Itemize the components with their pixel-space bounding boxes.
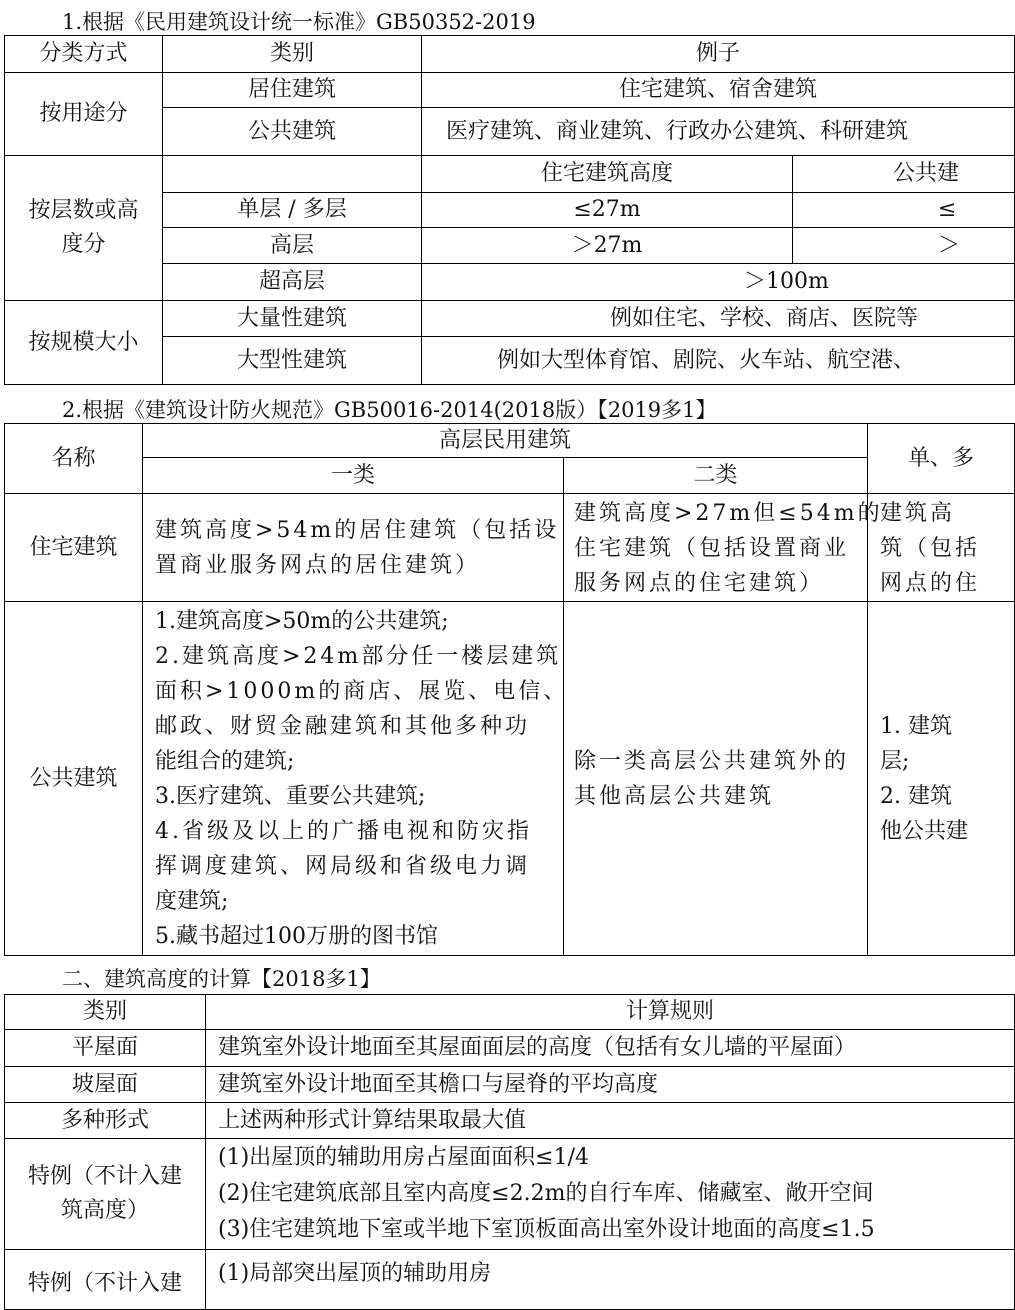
usage-example-public: 医疗建筑、商业建筑、行政办公建筑、科研建筑 xyxy=(422,108,1015,156)
usage-category-residential: 居住建筑 xyxy=(163,73,422,108)
usage-category-public: 公共建筑 xyxy=(163,108,422,156)
public-low-rise-line: 1. 建筑 xyxy=(880,713,952,739)
flat-roof-label: 平屋面 xyxy=(5,1030,206,1067)
scale-category-large: 大型性建筑 xyxy=(163,337,422,385)
header-example: 例子 xyxy=(422,36,1015,73)
height-category-low: 单层 / 多层 xyxy=(163,193,422,228)
public-class-1-line: 面积>1000m的商店、展览、电信、 xyxy=(155,679,569,704)
multiple-forms-rule: 上述两种形式计算结果取最大值 xyxy=(206,1103,1015,1139)
exception-label-line: 特例（不计入建 xyxy=(27,1164,182,1189)
section1-caption: 1.根据《民用建筑设计统一标准》GB50352-2019 xyxy=(62,10,536,34)
section2-caption: 2.根据《建筑设计防火规范》GB50016-2014(2018版）【2019多1】 xyxy=(62,398,717,422)
height-label-line: 度分 xyxy=(61,232,106,257)
public-class-1-line: 1.建筑高度>50m的公共建筑; xyxy=(155,609,449,634)
height-public-high: ＞ xyxy=(793,228,1015,264)
exception-label-line: 筑高度） xyxy=(60,1198,149,1223)
height-blank-cell xyxy=(163,156,422,193)
residential-low-rise xyxy=(868,494,1015,602)
exception-label xyxy=(5,1139,206,1250)
scale-label: 按规模大小 xyxy=(5,301,163,385)
height-col-residential: 住宅建筑高度 xyxy=(422,156,793,193)
fire-code-classification-table xyxy=(4,423,1015,956)
height-residential-low: ≤27m xyxy=(422,193,793,228)
exception-rule: (1)出屋顶的辅助用房占屋面面积≤1/4 xyxy=(218,1145,590,1170)
residential-class-2-line: 服务网点的住宅建筑） xyxy=(574,571,825,596)
header-class-2: 二类 xyxy=(564,458,868,494)
public-low-rise-line: 2. 建筑 xyxy=(880,783,952,809)
residential-label: 住宅建筑 xyxy=(5,494,143,602)
public-class-1-line: 2.建筑高度>24m部分任一楼层建筑 xyxy=(155,644,562,669)
public-class-2-line: 除一类高层公共建筑外的 xyxy=(574,748,850,774)
flat-roof-rule: 建筑室外设计地面至其屋面面层的高度（包括有女儿墙的平屋面） xyxy=(206,1030,1015,1067)
height-residential-high: ＞27m xyxy=(422,228,793,264)
exception-2-label: 特例（不计入建 xyxy=(5,1250,206,1310)
header-classification-method: 分类方式 xyxy=(5,36,163,73)
usage-label: 按用途分 xyxy=(5,73,163,156)
civil-building-classification-table xyxy=(4,35,1015,385)
header-high-rise: 高层民用建筑 xyxy=(143,424,868,458)
scale-example-large: 例如大型体育馆、剧院、火车站、航空港、 xyxy=(422,337,1015,385)
residential-class-2-line: 建筑高度>27m但≤54m的 xyxy=(574,501,883,526)
residential-class-1-line: 建筑高度>54m的居住建筑（包括设 xyxy=(155,517,560,543)
public-low-rise-line: 他公共建 xyxy=(880,818,969,844)
header-class-1: 一类 xyxy=(143,458,564,494)
header-name: 名称 xyxy=(5,424,143,494)
exception-2-rule: (1)局部突出屋顶的辅助用房 xyxy=(206,1250,1015,1310)
residential-class-2-line: 住宅建筑（包括设置商业 xyxy=(574,536,850,561)
scale-example-mass: 例如住宅、学校、商店、医院等 xyxy=(422,301,1015,337)
public-class-1-line: 3.医疗建筑、重要公共建筑; xyxy=(155,784,426,809)
public-class-1-line: 5.藏书超过100万册的图书馆 xyxy=(155,924,438,949)
public-low-rise xyxy=(868,602,1015,956)
public-class-2 xyxy=(564,602,868,956)
height-super-high-value: ＞100m xyxy=(422,264,1015,301)
public-label: 公共建筑 xyxy=(5,602,143,956)
scale-category-mass: 大量性建筑 xyxy=(163,301,422,337)
section3-caption: 二、建筑高度的计算【2018多1】 xyxy=(62,967,381,991)
header-calculation-rule: 计算规则 xyxy=(206,995,1015,1030)
height-category-super-high: 超高层 xyxy=(163,264,422,301)
residential-class-2 xyxy=(564,494,883,602)
residential-low-rise-line: 建筑高 xyxy=(880,501,956,526)
public-class-1-line: 挥调度建筑、网局级和省级电力调 xyxy=(155,854,531,879)
residential-low-rise-line: 网点的住 xyxy=(880,571,981,596)
public-low-rise-line: 层; xyxy=(880,748,910,774)
exception-rule: (2)住宅建筑底部且室内高度≤2.2m的自行车库、储藏室、敞开空间 xyxy=(218,1181,874,1206)
public-class-1-line: 邮政、财贸金融建筑和其他多种功 xyxy=(155,714,531,739)
header-category: 类别 xyxy=(163,36,422,73)
height-label xyxy=(5,156,163,301)
height-public-low: ≤ xyxy=(793,193,1015,228)
public-class-1-line: 能组合的建筑; xyxy=(155,749,295,774)
usage-example-residential: 住宅建筑、宿舍建筑 xyxy=(422,73,1015,108)
public-class-1 xyxy=(143,602,569,956)
pitched-roof-rule: 建筑室外设计地面至其檐口与屋脊的平均高度 xyxy=(206,1067,1015,1103)
exception-rule: (3)住宅建筑地下室或半地下室顶板面高出室外设计地面的高度≤1.5 xyxy=(218,1217,875,1242)
residential-class-1-line: 置商业服务网点的居住建筑） xyxy=(155,552,481,578)
public-class-1-line: 度建筑; xyxy=(155,889,229,914)
pitched-roof-label: 坡屋面 xyxy=(5,1067,206,1103)
height-col-public: 公共建 xyxy=(793,156,1015,193)
header-type: 类别 xyxy=(5,995,206,1030)
residential-class-1 xyxy=(143,494,564,602)
header-low-rise: 单、多 xyxy=(868,424,1015,494)
public-class-1-line: 4.省级及以上的广播电视和防灾指 xyxy=(155,819,532,844)
multiple-forms-label: 多种形式 xyxy=(5,1103,206,1139)
exception-rules xyxy=(206,1139,1015,1250)
building-height-calculation-table xyxy=(4,994,1015,1310)
height-label-line: 按层数或高 xyxy=(28,198,139,223)
public-class-2-line: 其他高层公共建筑 xyxy=(574,783,775,809)
residential-low-rise-line: 筑（包括 xyxy=(880,536,981,561)
height-category-high: 高层 xyxy=(163,228,422,264)
